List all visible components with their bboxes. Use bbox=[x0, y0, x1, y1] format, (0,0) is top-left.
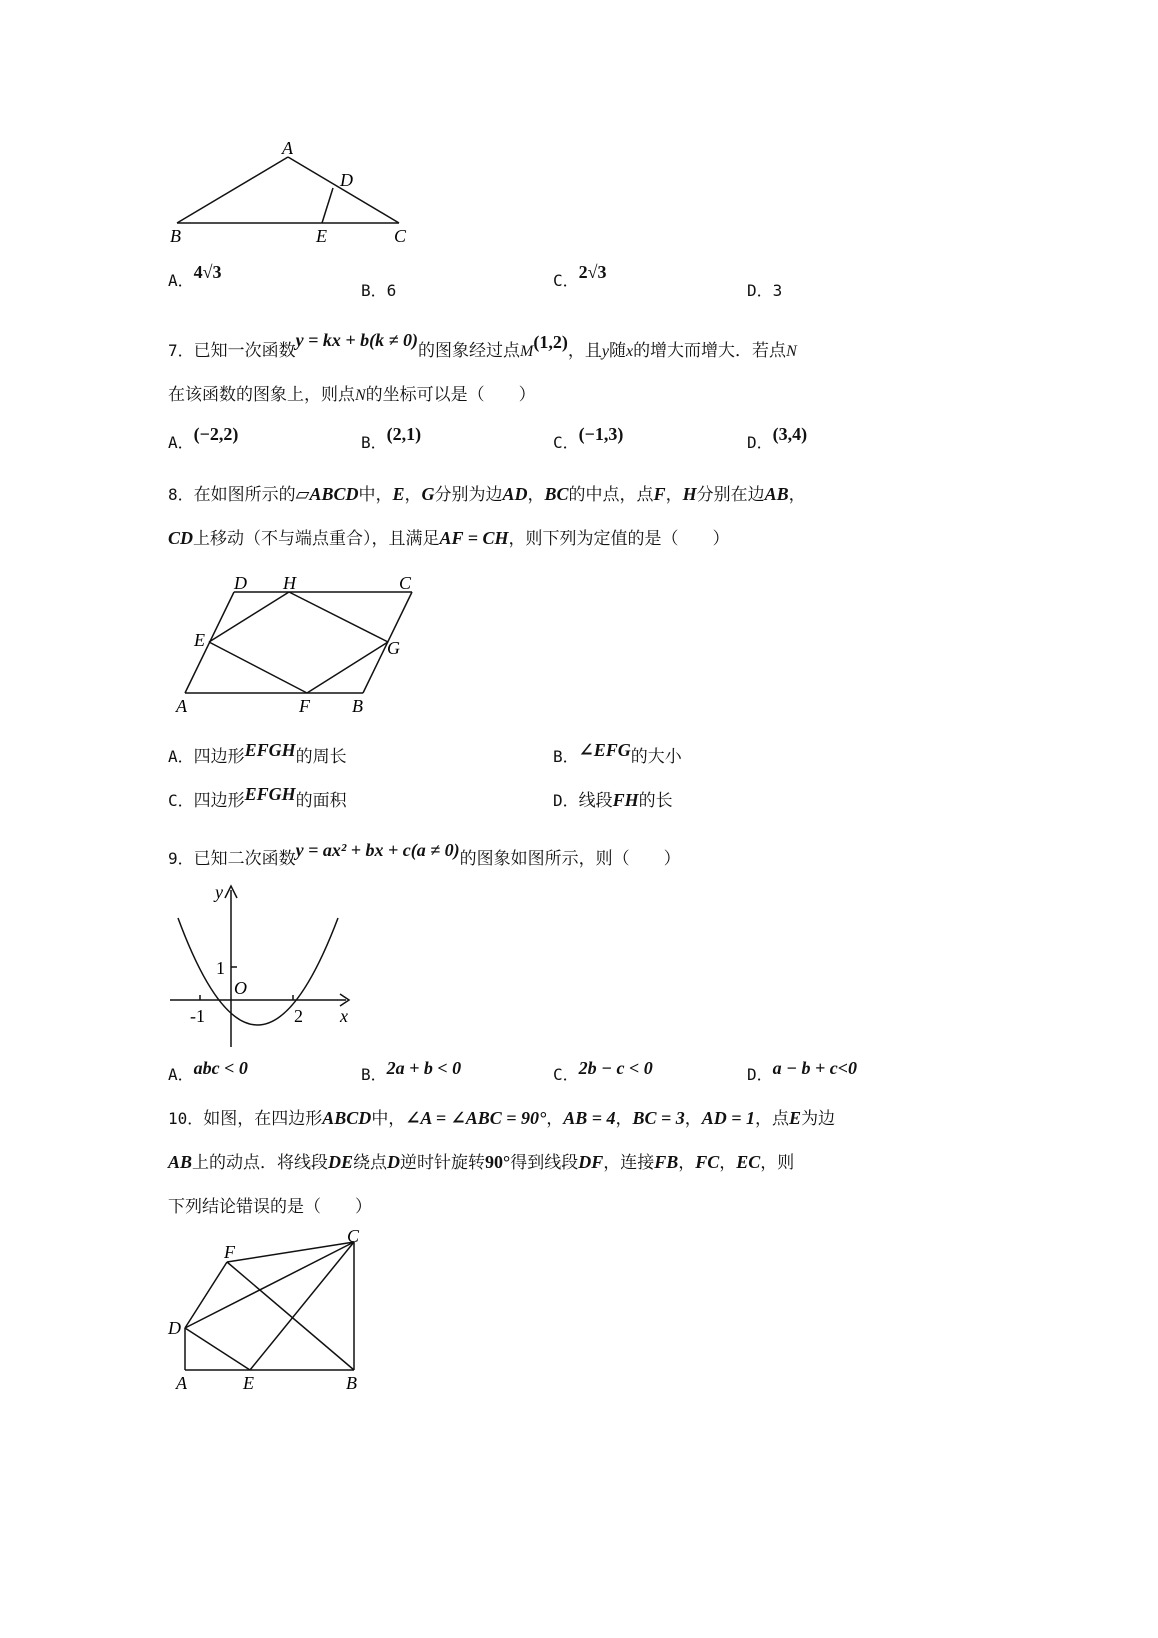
label-b: B bbox=[352, 696, 363, 716]
label-e: E bbox=[316, 226, 327, 246]
q7-line-1: 7．已知一次函数y = kx + b(k ≠ 0)的图象经过点M(1,2)，且y随x的增大而增大．若点N bbox=[168, 330, 797, 361]
label-c: C bbox=[394, 226, 407, 246]
figure-q10-quadrilateral bbox=[166, 1224, 386, 1394]
question-9: 9．已知二次函数y = ax² + bx + c(a ≠ 0)的图象如图所示，则（ ） bbox=[168, 840, 681, 869]
label-h: H bbox=[283, 573, 296, 593]
q10-line-2: AB上的动点．将线段DE绕点D逆时针旋转90°得到线段DF，连接FB，FC，EC，则 bbox=[168, 1152, 795, 1173]
label-neg1: -1 bbox=[190, 1006, 205, 1026]
label-c: C bbox=[399, 573, 412, 593]
segment-de bbox=[185, 1328, 250, 1370]
q7-option-b[interactable]: B．(2,1) bbox=[361, 424, 422, 452]
label-a: A bbox=[176, 696, 187, 716]
q8-option-b[interactable]: B．∠EFG的大小 bbox=[553, 740, 682, 767]
q6-option-c[interactable]: C．2√3 bbox=[553, 262, 607, 290]
label-f: F bbox=[224, 1242, 235, 1262]
segment-hg bbox=[289, 592, 388, 642]
segment-ac bbox=[288, 157, 399, 223]
q7-option-d[interactable]: D．(3,4) bbox=[747, 424, 808, 452]
label-one: 1 bbox=[216, 958, 225, 978]
q6-option-b[interactable]: B．6 bbox=[361, 281, 397, 300]
q9-option-a[interactable]: A．abc < 0 bbox=[168, 1058, 248, 1084]
label-g: G bbox=[387, 638, 400, 658]
label-f: F bbox=[299, 696, 310, 716]
q6-option-d[interactable]: D．3 bbox=[747, 281, 783, 300]
segment-eh bbox=[209, 592, 289, 642]
label-origin: O bbox=[234, 978, 247, 998]
q8-line-1: 8．在如图所示的▱ABCD中，E，G分别为边AD，BC的中点，点F，H分别在边AB， bbox=[168, 484, 806, 505]
segment-ab bbox=[177, 157, 288, 223]
figure-q9-parabola bbox=[168, 882, 368, 1052]
label-a: A bbox=[176, 1373, 187, 1393]
q8-line-2: CD上移动（不与端点重合），且满足AF = CH，则下列为定值的是（ ） bbox=[168, 528, 730, 549]
label-d: D bbox=[168, 1318, 181, 1338]
segment-fe bbox=[209, 642, 307, 693]
segment-de bbox=[322, 188, 333, 223]
label-e: E bbox=[243, 1373, 254, 1393]
q9-option-d[interactable]: D．a − b + c<0 bbox=[747, 1058, 858, 1084]
figure-q6-triangle bbox=[170, 138, 430, 248]
q7-option-c[interactable]: C．(−1,3) bbox=[553, 424, 624, 452]
q6-option-a[interactable]: A．4√3 bbox=[168, 262, 222, 290]
figure-q8-parallelogram bbox=[172, 572, 432, 716]
q9-option-b[interactable]: B．2a + b < 0 bbox=[361, 1058, 462, 1084]
label-d: D bbox=[234, 573, 247, 593]
q8-option-c[interactable]: C．四边形EFGH的面积 bbox=[168, 784, 347, 811]
q7-line-2: 在该函数的图象上，则点N的坐标可以是（ ） bbox=[168, 385, 536, 405]
q8-option-a[interactable]: A．四边形EFGH的周长 bbox=[168, 740, 347, 767]
segment-ec bbox=[250, 1242, 354, 1370]
q9-option-c[interactable]: C．2b − c < 0 bbox=[553, 1058, 653, 1084]
q10-line-3: 下列结论错误的是（ ） bbox=[168, 1197, 372, 1217]
label-c: C bbox=[347, 1226, 360, 1246]
label-b: B bbox=[170, 226, 181, 246]
label-b: B bbox=[346, 1373, 357, 1393]
q10-line-1: 10．如图，在四边形ABCD中，∠A = ∠ABC = 90°，AB = 4，BC = 3，AD = 1，点E为边 bbox=[168, 1108, 836, 1129]
label-d: D bbox=[340, 170, 353, 190]
label-x: x bbox=[340, 1006, 348, 1026]
q8-option-d[interactable]: D．线段FH的长 bbox=[553, 790, 673, 811]
q7-option-a[interactable]: A．(−2,2) bbox=[168, 424, 239, 452]
segment-fb bbox=[227, 1262, 354, 1370]
label-e: E bbox=[194, 630, 205, 650]
label-two: 2 bbox=[294, 1006, 303, 1026]
label-a: A bbox=[282, 138, 293, 158]
label-y: y bbox=[215, 882, 223, 902]
